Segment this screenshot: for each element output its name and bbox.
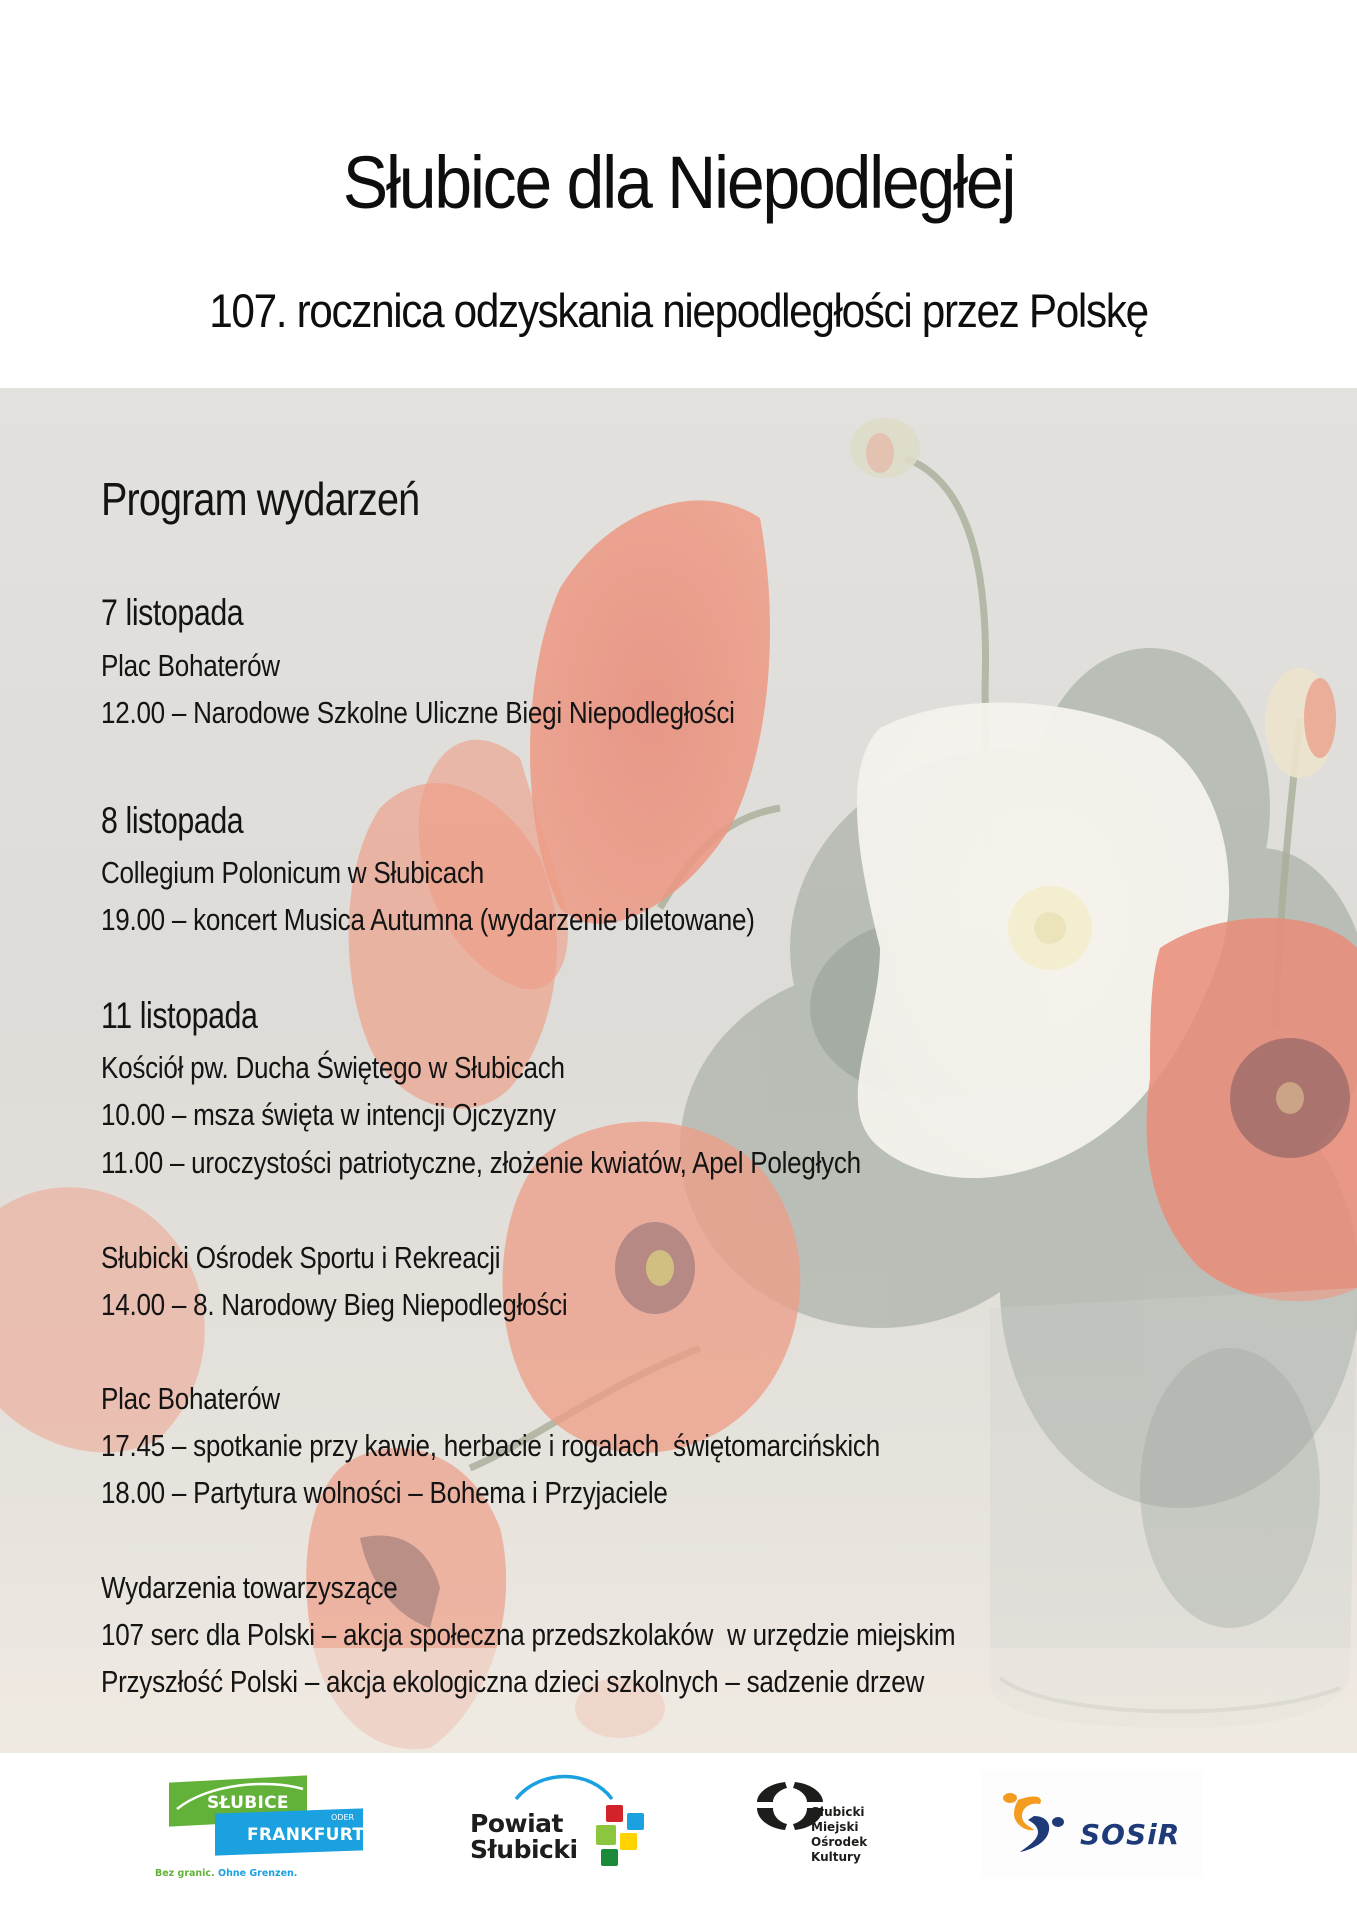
event-item: 17.45 – spotkanie przy kawie, herbacie i rogalach świętomarcińskich bbox=[101, 1428, 880, 1463]
event-item: 19.00 – koncert Musica Autumna (wydarzenie biletowane) bbox=[101, 902, 755, 937]
day-date: 11 listopada bbox=[101, 995, 258, 1036]
powiat-square-icon bbox=[596, 1825, 616, 1845]
day-date: 7 listopada bbox=[101, 592, 244, 633]
powiat-square-icon bbox=[606, 1805, 623, 1822]
powiat-square-icon bbox=[627, 1813, 644, 1830]
smok-logo: Słubicki Miejski Ośrodek Kultury bbox=[755, 1773, 915, 1883]
event-item: 10.00 – msza święta w intencji Ojczyzny bbox=[101, 1097, 556, 1132]
venue-name: Słubicki Ośrodek Sportu i Rekreacji bbox=[101, 1240, 501, 1275]
venue-name: Collegium Polonicum w Słubicach bbox=[101, 855, 484, 890]
side-event-item: 107 serc dla Polski – akcja społeczna przedszkolaków w urzędzie miejskim bbox=[101, 1617, 956, 1652]
sponsor-logos bbox=[0, 1753, 1357, 1920]
event-item: 18.00 – Partytura wolności – Bohema i Przyjaciele bbox=[101, 1475, 668, 1510]
event-item: 11.00 – uroczystości patriotyczne, złożenie kwiatów, Apel Poległych bbox=[101, 1145, 861, 1180]
venue-name: Plac Bohaterów bbox=[101, 648, 280, 683]
sosir-figure-icon bbox=[1000, 1790, 1080, 1860]
slubice-frankfurt-logo: SŁUBICE ODER FRANKFURT Bez granic. Ohne Grenzen. bbox=[165, 1773, 365, 1888]
powiat-slubicki-logo: Powiat Słubicki bbox=[470, 1773, 650, 1883]
program-panel bbox=[0, 388, 1357, 1753]
poster-subtitle: 107. rocznica odzyskania niepodległości przez Polskę bbox=[209, 284, 1148, 337]
event-item: 14.00 – 8. Narodowy Bieg Niepodległości bbox=[101, 1287, 568, 1322]
program-heading: Program wydarzeń bbox=[101, 473, 420, 525]
powiat-arc-icon bbox=[510, 1773, 620, 1803]
slubice-tagline: Bez granic. Ohne Grenzen. bbox=[155, 1868, 298, 1879]
side-events-heading: Wydarzenia towarzyszące bbox=[101, 1570, 398, 1605]
poster-title: Słubice dla Niepodległej bbox=[342, 141, 1015, 224]
event-item: 12.00 – Narodowe Szkolne Uliczne Biegi Niepodległości bbox=[101, 695, 735, 730]
venue-name: Plac Bohaterów bbox=[101, 1381, 280, 1416]
poster-header bbox=[0, 0, 1357, 388]
day-date: 8 listopada bbox=[101, 800, 244, 841]
venue-name: Kościół pw. Ducha Świętego w Słubicach bbox=[101, 1050, 565, 1085]
side-event-item: Przyszłość Polski – akcja ekologiczna dzieci szkolnych – sadzenie drzew bbox=[101, 1664, 925, 1699]
powiat-square-icon bbox=[601, 1849, 618, 1866]
sosir-logo: SOSiR bbox=[982, 1770, 1202, 1878]
powiat-square-icon bbox=[620, 1833, 637, 1850]
